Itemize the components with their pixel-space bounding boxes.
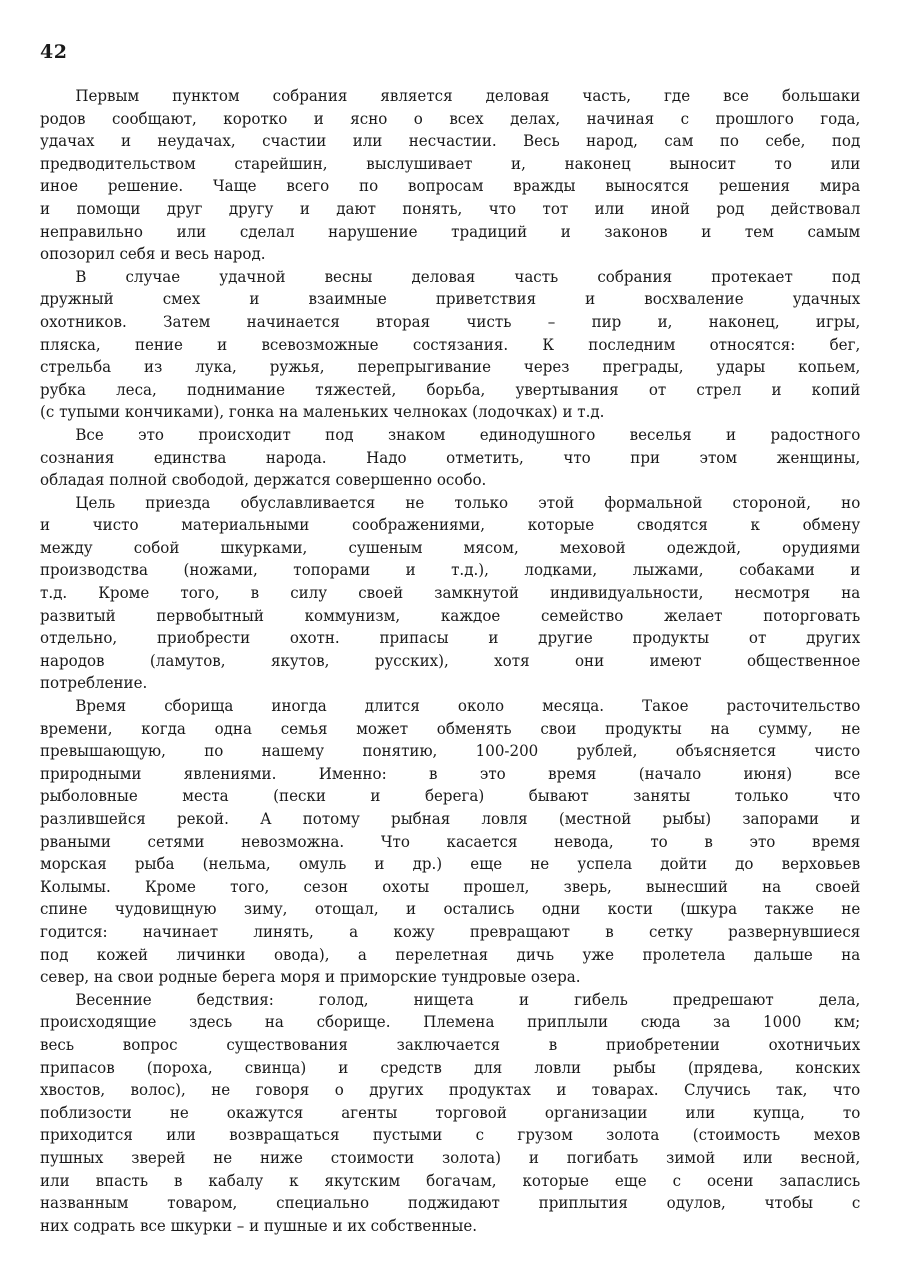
text-line: Колымы. Кроме того, сезон охоты прошел, зверь, вынесший на своей <box>40 876 861 896</box>
text-line: природными явлениями. Именно: в это время (начало июня) все <box>40 763 861 783</box>
text-line: пляска, пение и всевозможные состязания. К последним относятся: бег, <box>40 334 861 354</box>
text-line: и чисто материальными соображениями, которые сводятся к обмену <box>40 515 861 535</box>
text-line: (с тупыми кончиками), гонка на маленьких челноках (лодочках) и т.д. <box>40 402 605 422</box>
text-line: превышающую, по нашему понятию, 100-200 рублей, объясняется чисто <box>40 741 861 761</box>
text-line: годится: начинает линять, а кожу превращают в сетку развернувшиеся <box>40 921 861 941</box>
text-line: рваными сетями невозможна. Что касается невода, то в это время <box>40 831 861 851</box>
text-line: В случае удачной весны деловая часть собрания протекает под <box>75 266 861 286</box>
text-line: обладая полной свободой, держатся совершенно особо. <box>40 470 487 490</box>
text-line: названным товаром, специально поджидают приплытия одулов, чтобы с <box>40 1193 861 1213</box>
text-line: потребление. <box>40 673 148 693</box>
paragraph <box>40 266 860 424</box>
text-line: т.д. Кроме того, в силу своей замкнутой индивидуальности, несмотря на <box>40 583 861 603</box>
text-line: или впасть в кабалу к якутским богачам, которые еще с осени запаслись <box>40 1170 861 1190</box>
text-line: времени, когда одна семья может обменять свои продукты на сумму, не <box>40 718 861 738</box>
text-line: сознания единства народа. Надо отметить, что при этом женщины, <box>40 447 861 467</box>
text-line: рыболовные места (пески и берега) бывают заняты только что <box>40 786 861 806</box>
text-line: предводительством старейшин, выслушивает и, наконец выносит то или <box>40 153 861 173</box>
text-line: дружный смех и взаимные приветствия и восхваление удачных <box>40 289 861 309</box>
text-line: удачах и неудачах, счастии или несчастии. Весь народ, сам по себе, под <box>40 131 861 151</box>
text-line: пушных зверей не ниже стоимости золота) и погибать зимой или весной, <box>40 1147 861 1167</box>
text-line: под кожей личинки овода), а перелетная дичь уже пролетела дальше на <box>40 944 861 964</box>
text-line: припасов (пороха, свинца) и средств для ловли рыбы (прядева, конских <box>40 1057 861 1077</box>
text-line: неправильно или сделал нарушение традиций и законов и тем самым <box>40 221 861 241</box>
text-line: Первым пунктом собрания является деловая часть, где все большаки <box>75 86 861 105</box>
text-line: морская рыба (нельма, омуль и др.) еще не успела дойти до верховьев <box>40 854 861 874</box>
text-line: народов (ламутов, якутов, русских), хотя они имеют общественное <box>40 650 861 670</box>
paragraph <box>40 492 860 695</box>
body-text <box>40 85 860 1237</box>
text-line: опозорил себя и весь народ. <box>40 244 266 264</box>
paragraph <box>40 424 860 492</box>
text-line: Время сборища иногда длится около месяца. Такое расточительство <box>75 696 861 716</box>
text-line: поблизости не окажутся агенты торговой организации или купца, то <box>40 1102 861 1122</box>
text-line: разлившейся рекой. А потому рыбная ловля (местной рыбы) запорами и <box>40 809 861 828</box>
text-line: весь вопрос существования заключается в приобретении охотничьих <box>40 1034 861 1054</box>
text-line: происходящие здесь на сборище. Племена приплыли сюда за 1000 км; <box>40 1012 861 1032</box>
text-line: приходится или возвращаться пустыми с грузом золота (стоимость мехов <box>40 1125 861 1145</box>
text-line: отдельно, приобрести охотн. припасы и другие продукты от других <box>40 628 861 648</box>
page-number: 42 <box>40 41 68 63</box>
text-line: родов сообщают, коротко и ясно о всех делах, начиная с прошлого года, <box>40 108 861 128</box>
text-line: Все это происходит под знаком единодушного веселья и радостного <box>75 424 861 444</box>
text-line: хвостов, волос), не говоря о других продуктах и товарах. Случись так, что <box>40 1080 861 1100</box>
text-line: рубка леса, поднимание тяжестей, борьба, увертывания от стрел и копий <box>40 379 861 399</box>
paragraph <box>40 695 860 989</box>
text-line: и помощи друг другу и дают понять, что тот или иной род действовал <box>40 198 861 218</box>
text-line: Весенние бедствия: голод, нищета и гибель предрешают дела, <box>75 989 861 1009</box>
paragraph <box>40 85 860 266</box>
text-line: стрельба из лука, ружья, перепрыгивание через преграды, удары копьем, <box>40 357 861 377</box>
text-line: север, на свои родные берега моря и приморские тундровые озера. <box>40 967 581 987</box>
text-line: спине чудовищную зиму, отощал, и остались одни кости (шкура также не <box>40 899 861 919</box>
text-line: развитый первобытный коммунизм, каждое семейство желает поторговать <box>40 605 861 625</box>
text-line: охотников. Затем начинается вторая чисть – пир и, наконец, игры, <box>40 311 861 331</box>
paragraph <box>40 989 860 1238</box>
text-line: между собой шкурками, сушеным мясом, меховой одеждой, орудиями <box>40 537 861 557</box>
text-line: Цель приезда обуславливается не только этой формальной стороной, но <box>75 492 861 512</box>
text-line: иное решение. Чаще всего по вопросам вражды выносятся решения мира <box>40 176 861 196</box>
text-line: них содрать все шкурки – и пушные и их собственные. <box>40 1215 478 1235</box>
text-line: производства (ножами, топорами и т.д.), лодками, лыжами, собаками и <box>40 560 861 580</box>
